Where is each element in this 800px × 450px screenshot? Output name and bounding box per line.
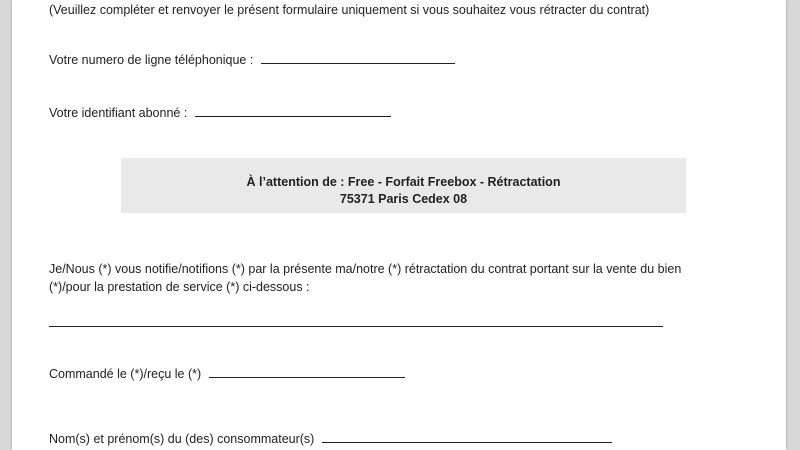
goods-service-field[interactable] (49, 314, 663, 327)
document-page (12, 0, 786, 450)
phone-number-field[interactable] (261, 53, 455, 64)
phone-number-row (49, 53, 455, 67)
subscriber-id-label: Votre identifiant abonné : (49, 106, 188, 120)
order-date-field[interactable] (209, 367, 405, 378)
order-date-row (49, 367, 405, 381)
address-line-2: 75371 Paris Cedex 08 (339, 192, 468, 206)
form-instructions: (Veuillez compléter et renvoyer le présent formulaire uniquement si vous souhaitez vous rétracter du contrat) (49, 3, 650, 17)
address-line-1: À l’attention de : Free - Forfait Freebox - Rétractation (246, 175, 561, 189)
withdrawal-notice-line-2: (*)/pour la prestation de service (*) ci-dessous : (49, 280, 310, 294)
consumer-name-row (49, 432, 612, 446)
order-date-label: Commandé le (*)/reçu le (*) (49, 367, 202, 381)
withdrawal-notice-line-1: Je/Nous (*) vous notifie/notifions (*) par la présente ma/notre (*) rétractation du contrat portant sur la vente du bien (49, 262, 682, 276)
consumer-name-label: Nom(s) et prénom(s) du (des) consommateur(s) (49, 432, 315, 446)
address-box (121, 158, 686, 213)
phone-number-label: Votre numero de ligne téléphonique : (49, 53, 254, 67)
consumer-name-field[interactable] (322, 432, 612, 443)
subscriber-id-field[interactable] (195, 106, 391, 117)
subscriber-id-row (49, 106, 391, 120)
